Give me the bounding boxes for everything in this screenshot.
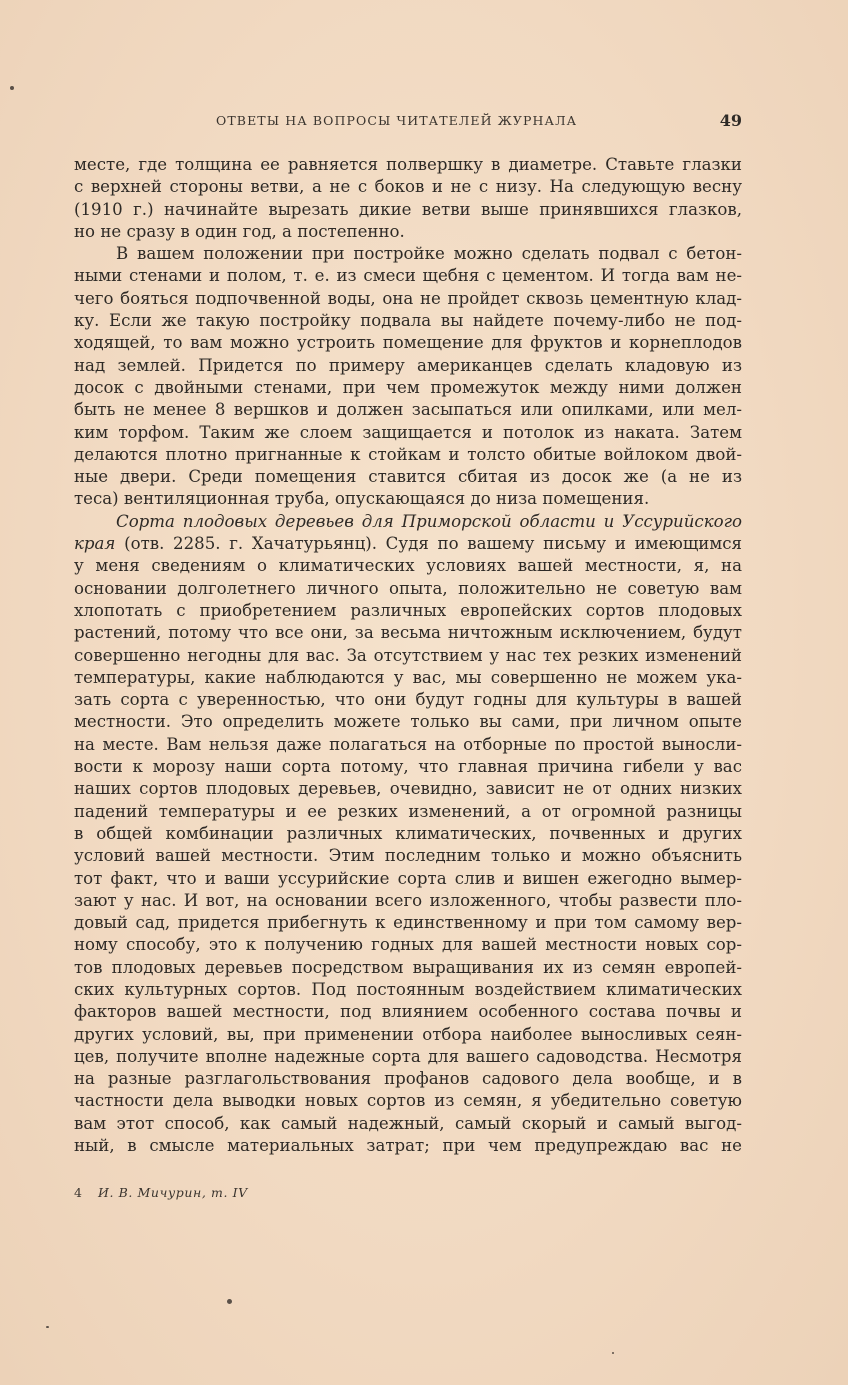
text-line: но не сразу в один год, а постепенно. xyxy=(74,221,405,241)
signature-title: И. В. Мичурин, т. IV xyxy=(97,1185,248,1200)
ink-speck xyxy=(227,1299,232,1304)
text-line: В вашем положении при постройке можно сделать подвал с бетон- xyxy=(116,244,742,264)
text-line: наших сортов плодовых деревьев, очевидно, зависит не от одних низких xyxy=(74,779,742,799)
text-line: делаются плотно пригнанные к стойкам и толсто обитые войлоком двой- xyxy=(74,444,742,464)
text-line: ный, в смысле материальных затрат; при чем предупреждаю вас не xyxy=(74,1136,742,1156)
text-line: цев, получите вполне надежные сорта для вашего садоводства. Несмотря xyxy=(74,1046,742,1066)
text-line: зают у нас. И вот, на основании всего изложенного, чтобы развести пло- xyxy=(74,890,742,910)
text-line: других условий, вы, при применении отбора наиболее выносливых сеян- xyxy=(74,1024,742,1044)
running-head xyxy=(74,113,742,133)
text-line: совершенно негодны для вас. За отсутствием у нас тех резких изменений xyxy=(74,645,742,665)
text-line: местности. Это определить можете только вы сами, при личном опыте xyxy=(74,712,742,732)
running-title: ОТВЕТЫ НА ВОПРОСЫ ЧИТАТЕЛЕЙ ЖУРНАЛА xyxy=(216,113,578,128)
text-line: ные двери. Среди помещения ставится сбитая из досок же (а не из xyxy=(74,467,742,487)
text-line: месте, где толщина ее равняется полвершку в диаметре. Ставьте глазки xyxy=(74,155,742,174)
signature-number: 4 xyxy=(74,1185,82,1200)
text-line: зать сорта с уверенностью, что они будут годны для культуры в вашей xyxy=(74,690,742,710)
text-line: над землей. Придется по примеру американцев сделать кладовую из xyxy=(74,355,742,375)
text-line: ному способу, это к получению годных для вашей местности новых сор- xyxy=(74,935,742,955)
ink-speck xyxy=(10,86,14,90)
text-line: ными стенами и полом, т. е. из смеси щебня с цементом. И тогда вам не- xyxy=(74,266,742,286)
text-line: ким торфом. Таким же слоем защищается и потолок из наката. Затем xyxy=(74,422,742,442)
text-line: ходящей, то вам можно устроить помещение для фруктов и корнеплодов xyxy=(74,333,742,353)
text-line: основании долголетнего личного опыта, положительно не советую вам xyxy=(74,578,742,598)
text-line: хлопотать с приобретением различных европейских сортов плодовых xyxy=(74,600,742,620)
text-line: на разные разглагольствования профанов садового дела вообще, и в xyxy=(74,1069,742,1089)
text-line: досок с двойными стенами, при чем промежуток между ними должен xyxy=(74,377,742,397)
text-line: тот факт, что и ваши уссурийские сорта слив и вишен ежегодно вымер- xyxy=(74,868,742,888)
text-line: факторов вашей местности, под влиянием особенного состава почвы и xyxy=(74,1002,742,1022)
text-line: у меня сведениям о климатических условиях вашей местности, я, на xyxy=(74,556,742,576)
text-line: частности дела выводки новых сортов из семян, я убедительно советую xyxy=(74,1091,742,1111)
text-line: растений, потому что все они, за весьма ничтожным исключением, будут xyxy=(74,623,742,643)
signature-footer xyxy=(74,1185,248,1200)
text-line: в общей комбинации различных климатических, почвенных и других xyxy=(74,823,742,843)
text-line: (1910 г.) начинайте вырезать дикие ветви выше принявшихся глазков, xyxy=(74,199,742,219)
main-text xyxy=(74,154,742,1157)
text-line: с верхней стороны ветви, а не с боков и не с низу. На следующую весну xyxy=(74,177,742,197)
text-line: чего бояться подпочвенной воды, она не пройдет сквозь цементную клад- xyxy=(74,288,742,308)
section-heading-line xyxy=(74,511,742,533)
text-line: вости к морозу наши сорта потому, что главная причина гибели у вас xyxy=(74,757,742,777)
ink-speck xyxy=(612,1352,614,1354)
text-line: температуры, какие наблюдаются у вас, мы совершенно не можем ука- xyxy=(74,667,742,687)
text-line: быть не менее 8 вершков и должен засыпаться или опилками, или мел- xyxy=(74,400,742,420)
text-line: на месте. Вам нельзя даже полагаться на отборные по простой выносли- xyxy=(74,734,742,754)
text-line: довый сад, придется прибегнуть к единственному и при том самому вер- xyxy=(74,913,742,933)
text-line: теса) вентиляционная труба, опускающаяся до низа помещения. xyxy=(74,489,650,509)
page-number: 49 xyxy=(719,111,742,130)
section-heading-italic: Сорта плодовых деревьев для Приморской области и Уссурийского xyxy=(116,511,742,531)
section-heading-rest: (отв. 2285. г. Хачатурьянц). Судя по вашему письму и имеющимся xyxy=(115,534,742,554)
text-line: условий вашей местности. Этим последним только и можно объяснить xyxy=(74,846,742,866)
text-line: ку. Если же такую постройку подвала вы найдете почему-либо не под- xyxy=(74,311,742,331)
section-heading-line xyxy=(74,533,742,555)
section-heading-italic-2: края xyxy=(74,534,116,554)
text-line: ских культурных сортов. Под постоянным воздействием климатических xyxy=(74,979,742,999)
text-line: вам этот способ, как самый надежный, самый скорый и самый выгод- xyxy=(74,1113,742,1133)
ink-speck xyxy=(46,1326,49,1328)
text-line: тов плодовых деревьев посредством выращивания их из семян европей- xyxy=(74,957,742,977)
text-line: падений температуры и ее резких изменений, а от огромной разницы xyxy=(74,801,742,821)
